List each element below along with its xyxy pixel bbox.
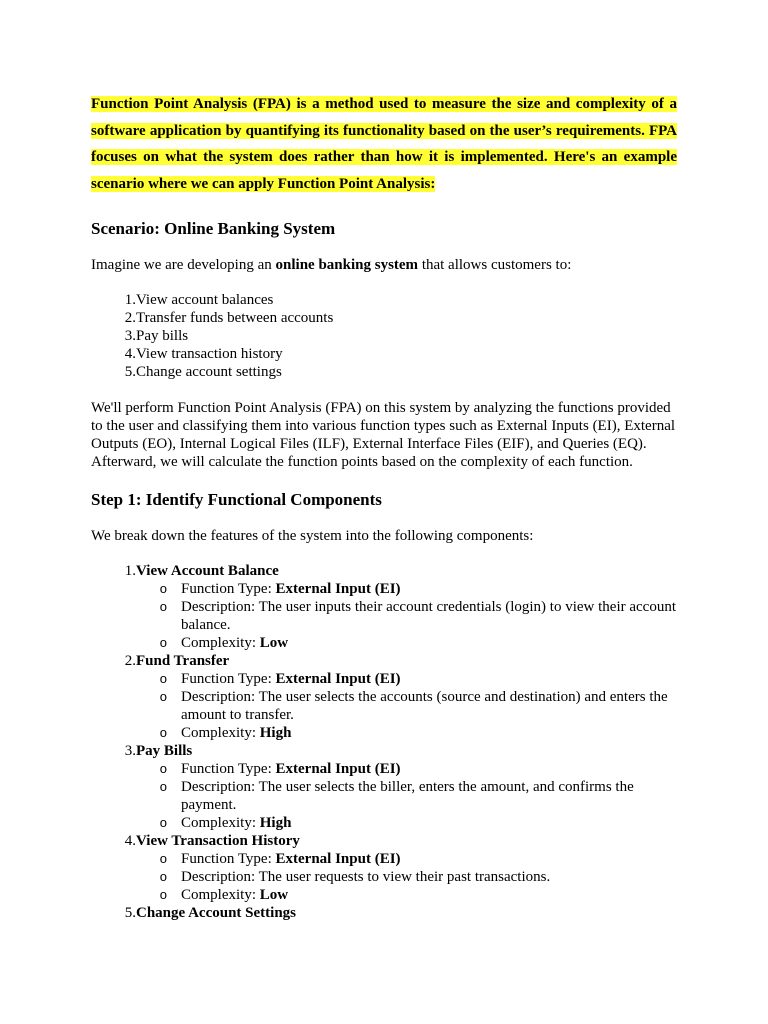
complexity-value: High [259, 725, 292, 741]
complexity-label: Complexity: [181, 725, 260, 741]
component-title: View Transaction History [136, 833, 300, 849]
bullet-icon: o [159, 761, 167, 776]
description-value: The user selects the biller, enters the amount, and confirms the payment. [181, 779, 634, 813]
step1-intro: We break down the features of the system into the following components: [91, 528, 534, 544]
list-number: 1. [124, 292, 136, 308]
imagine-pre: Imagine we are developing an [91, 257, 276, 273]
intro-paragraph [91, 91, 677, 197]
bullet-icon: o [159, 671, 167, 686]
list-item-text: Change account settings [136, 364, 282, 380]
function-type-label: Function Type: [181, 581, 276, 597]
function-type-row [91, 670, 677, 688]
description-row [91, 778, 677, 814]
function-type-value: External Input (EI) [275, 851, 401, 867]
function-type-label: Function Type: [181, 851, 276, 867]
function-type-value: External Input (EI) [275, 761, 401, 777]
function-type-label: Function Type: [181, 761, 276, 777]
bullet-icon: o [159, 869, 167, 884]
fpa-paragraph: We'll perform Function Point Analysis (FPA) on this system by analyzing the functions provided to the user and classifying them into various function types such as External Inputs (EI), External Outputs (EO), Internal Logical Files (ILF), External Interface Files (EIF), and Queries (EQ). Afterward, we will calculate the function points based on the complexity of each function. [91, 400, 676, 470]
description-value: The user inputs their account credentials (login) to view their account balance. [181, 599, 676, 633]
intro-highlight: Function Point Analysis (FPA) is a method used to measure the size and complexity of a software application by quantifying its functionality based on the user’s requirements. FPA focuses on what the system does rather than how it is implemented. Here's an example scenario where we can apply Function Point Analysis: [91, 96, 677, 192]
list-item [91, 291, 333, 309]
function-type-row [91, 850, 677, 868]
complexity-value: Low [259, 635, 289, 651]
component-number: 1. [124, 563, 136, 579]
list-item [91, 327, 333, 345]
list-item-text: View transaction history [136, 346, 283, 362]
complexity-label: Complexity: [181, 815, 260, 831]
component-number: 4. [124, 833, 136, 849]
function-type-row [91, 580, 677, 598]
description-value: The user selects the accounts (source and destination) and enters the amount to transfer. [181, 689, 668, 723]
feature-list [91, 291, 333, 381]
complexity-label: Complexity: [181, 887, 260, 903]
bullet-icon: o [159, 725, 167, 740]
description-label: Description: [181, 599, 259, 615]
list-number: 5. [124, 364, 136, 380]
component-item [91, 904, 677, 922]
complexity-row [91, 724, 677, 742]
list-item-text: View account balances [136, 292, 274, 308]
component-item [91, 832, 677, 904]
bullet-icon: o [159, 599, 167, 614]
list-number: 2. [124, 310, 136, 326]
imagine-paragraph [91, 256, 677, 274]
complexity-value: High [259, 815, 292, 831]
list-item [91, 309, 333, 327]
bullet-icon: o [159, 851, 167, 866]
component-title: Pay Bills [136, 743, 193, 759]
function-type-value: External Input (EI) [275, 671, 401, 687]
step1-heading: Step 1: Identify Functional Components [91, 490, 382, 509]
description-label: Description: [181, 779, 259, 795]
bullet-icon: o [159, 779, 167, 794]
component-number: 3. [124, 743, 136, 759]
imagine-bold: online banking system [275, 257, 419, 273]
component-list [91, 562, 677, 922]
complexity-label: Complexity: [181, 635, 260, 651]
bullet-icon: o [159, 635, 167, 650]
description-label: Description: [181, 869, 259, 885]
complexity-row [91, 886, 677, 904]
list-item [91, 363, 333, 381]
list-item-text: Pay bills [136, 328, 189, 344]
description-value: The user requests to view their past transactions. [258, 869, 551, 885]
function-type-value: External Input (EI) [275, 581, 401, 597]
imagine-post: that allows customers to: [418, 257, 572, 273]
component-title: View Account Balance [136, 563, 279, 579]
list-number: 3. [124, 328, 136, 344]
bullet-icon: o [159, 581, 167, 596]
complexity-value: Low [259, 887, 289, 903]
function-type-row [91, 760, 677, 778]
description-row [91, 688, 677, 724]
list-item-text: Transfer funds between accounts [136, 310, 334, 326]
list-number: 4. [124, 346, 136, 362]
complexity-row [91, 814, 677, 832]
list-item [91, 345, 333, 363]
component-number: 2. [124, 653, 136, 669]
bullet-icon: o [159, 815, 167, 830]
scenario-heading: Scenario: Online Banking System [91, 219, 336, 238]
function-type-label: Function Type: [181, 671, 276, 687]
component-item [91, 742, 677, 832]
description-row [91, 598, 677, 634]
component-item [91, 652, 677, 742]
component-item [91, 562, 677, 652]
complexity-row [91, 634, 677, 652]
bullet-icon: o [159, 887, 167, 902]
component-title: Change Account Settings [136, 905, 297, 921]
description-label: Description: [181, 689, 259, 705]
description-row [91, 868, 677, 886]
component-title: Fund Transfer [136, 653, 230, 669]
component-number: 5. [124, 905, 136, 921]
bullet-icon: o [159, 689, 167, 704]
